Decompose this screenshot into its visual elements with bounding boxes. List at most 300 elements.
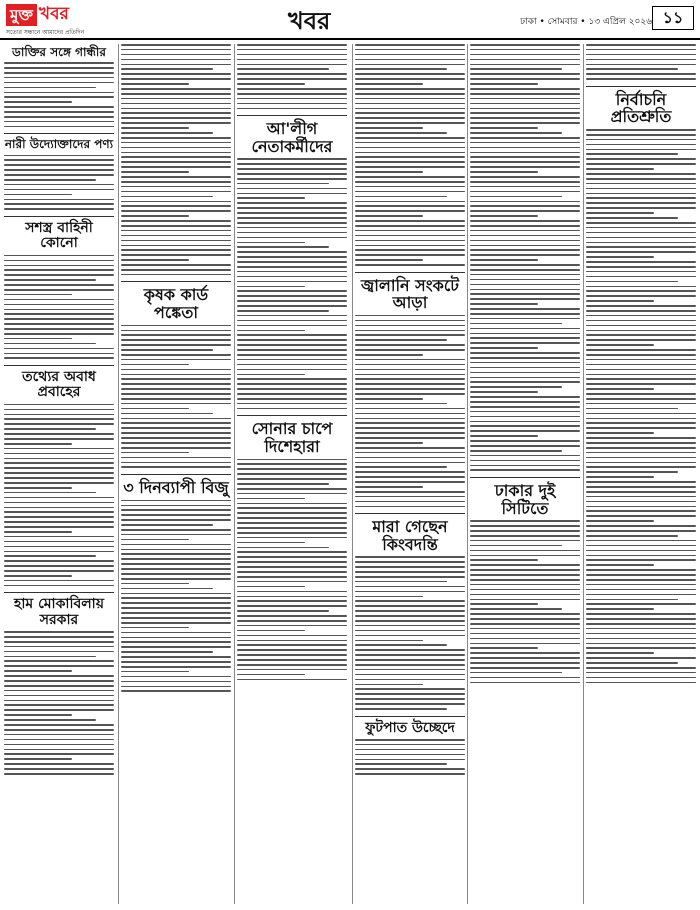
text-line (586, 447, 696, 449)
text-line (237, 547, 329, 549)
story-headline[interactable]: ডাক্তির সঙ্গে গান্ধীর (12, 45, 106, 59)
text-line (470, 362, 580, 364)
text-line (4, 507, 114, 509)
text-line (355, 591, 465, 593)
text-line (470, 469, 580, 471)
text-line (237, 73, 347, 75)
text-line (4, 773, 114, 775)
story-headline[interactable]: হাম মোকাবিলায় সরকার (14, 596, 104, 628)
text-line (470, 254, 580, 256)
text-line (4, 580, 114, 582)
text-line (121, 215, 189, 217)
text-line (586, 613, 696, 615)
story-divider (121, 281, 231, 282)
text-line (355, 122, 465, 124)
text-line (4, 333, 114, 335)
text-line (121, 462, 231, 464)
story-headline[interactable]: ঢাকার দুই সিটিতে (494, 481, 556, 518)
text-line (4, 208, 114, 210)
text-line (121, 274, 231, 276)
text-line (470, 289, 580, 291)
text-line (237, 408, 347, 410)
text-line (470, 445, 580, 447)
story-body-text (355, 556, 465, 709)
text-line (237, 197, 305, 199)
text-line (121, 68, 213, 70)
text-line (586, 354, 696, 356)
story-divider (4, 365, 114, 366)
text-line (470, 249, 580, 251)
story[interactable] (237, 115, 347, 409)
text-line (586, 486, 696, 488)
text-line (237, 483, 329, 485)
text-line (121, 602, 231, 604)
story[interactable] (4, 46, 114, 127)
text-line (355, 215, 423, 217)
text-line (121, 73, 231, 75)
text-line (586, 579, 696, 581)
story[interactable] (4, 133, 114, 210)
text-line (470, 559, 538, 561)
story-body-text (4, 631, 114, 774)
story-body-text (4, 62, 114, 127)
story[interactable] (470, 477, 580, 683)
text-line (586, 349, 696, 351)
text-line (121, 403, 231, 405)
story-headline[interactable]: ফুটপাত উচ্ছেদে (365, 719, 455, 736)
story-headline[interactable]: সশস্ত্র বাহিনী কোনো (25, 219, 93, 252)
story-headline[interactable]: আ'লীগ নেতাকর্মীদের (251, 119, 333, 156)
text-line (121, 330, 231, 332)
text-line (355, 132, 447, 134)
story[interactable] (4, 216, 114, 359)
text-line (470, 166, 580, 168)
story[interactable] (586, 86, 696, 683)
text-line (470, 377, 580, 379)
text-line (355, 744, 465, 746)
text-line (4, 72, 114, 74)
text-line (237, 605, 347, 607)
text-line (470, 386, 562, 388)
text-line (355, 615, 465, 617)
text-line (470, 240, 580, 242)
text-line (237, 227, 347, 229)
text-line (470, 196, 562, 198)
story[interactable] (355, 513, 465, 709)
text-line (4, 472, 114, 474)
text-line (237, 369, 347, 371)
text-line (237, 212, 347, 214)
story[interactable] (355, 272, 465, 508)
text-line (470, 545, 562, 547)
text-line (586, 173, 696, 175)
text-line (4, 739, 114, 741)
text-line (237, 217, 347, 219)
text-line (237, 98, 347, 100)
text-line (237, 68, 329, 70)
text-line (470, 574, 580, 576)
column-5 (470, 44, 580, 904)
text-line (586, 437, 696, 439)
text-line (470, 245, 580, 247)
story-divider (355, 272, 465, 273)
text-line (4, 636, 114, 638)
text-line (4, 184, 114, 186)
text-line (4, 541, 114, 543)
text-line (237, 679, 347, 681)
text-line (586, 276, 696, 278)
text-line (355, 566, 465, 568)
text-line (355, 413, 465, 415)
text-line (470, 78, 580, 80)
text-line (121, 191, 231, 193)
text-line (237, 374, 305, 376)
text-line (470, 530, 580, 532)
text-line (586, 545, 696, 547)
text-line (355, 369, 465, 371)
story-body-text (121, 325, 231, 468)
text-line (355, 156, 465, 158)
text-line (121, 612, 231, 614)
story-headline[interactable]: নারী উদ্যোক্তাদের পণ্য (4, 137, 114, 152)
text-line (470, 181, 580, 183)
text-line (355, 78, 465, 80)
text-line (121, 334, 231, 336)
text-line (4, 199, 114, 201)
column-1 (4, 44, 114, 904)
text-line (237, 644, 347, 646)
text-line (4, 709, 114, 711)
text-line (586, 481, 696, 483)
text-line (355, 383, 465, 385)
text-line (121, 597, 231, 599)
text-line (4, 695, 114, 697)
text-line (355, 330, 465, 332)
text-line (355, 117, 465, 119)
text-line (355, 491, 465, 493)
text-line (4, 458, 114, 460)
text-line (355, 181, 465, 183)
text-line (355, 235, 465, 237)
text-line (121, 607, 231, 609)
story-body-text (470, 520, 580, 683)
text-line (121, 544, 231, 546)
text-line (4, 179, 96, 181)
story-headline[interactable]: কৃষক কার্ড পঙ্কেতা (143, 285, 209, 323)
text-line (237, 59, 347, 61)
text-line (470, 298, 580, 300)
text-line (237, 103, 347, 105)
text-line (121, 686, 231, 688)
text-line (121, 500, 231, 502)
text-line (121, 259, 189, 261)
text-line (355, 581, 447, 583)
text-line (4, 560, 114, 562)
text-line (4, 353, 114, 355)
text-line (586, 320, 696, 322)
text-line (355, 393, 465, 395)
text-line (4, 729, 114, 731)
text-line (237, 498, 305, 500)
story-divider (355, 513, 465, 514)
text-line (121, 249, 231, 251)
text-line (470, 525, 580, 527)
text-line (586, 599, 678, 601)
text-line (121, 132, 213, 134)
text-line (4, 289, 114, 291)
text-line (4, 323, 114, 325)
text-line (4, 404, 114, 406)
text-line (121, 413, 213, 415)
text-line (470, 633, 580, 635)
text-line (586, 672, 696, 674)
text-line (586, 408, 678, 410)
text-line (121, 88, 231, 90)
text-line (121, 156, 231, 158)
text-line (4, 585, 114, 587)
text-line (586, 535, 678, 537)
text-line (121, 137, 231, 139)
text-line (355, 44, 465, 46)
text-line (355, 374, 465, 376)
text-line (470, 608, 562, 610)
text-line (121, 59, 231, 61)
column-2 (121, 44, 231, 904)
text-line (121, 553, 231, 555)
text-line (121, 418, 231, 420)
text-line (237, 330, 305, 332)
section-title: খবর (288, 7, 331, 35)
text-line (355, 486, 423, 488)
text-line (470, 88, 580, 90)
text-line (4, 526, 114, 528)
text-line (470, 672, 562, 674)
text-line (237, 78, 347, 80)
story[interactable] (121, 44, 231, 275)
text-line (237, 620, 347, 622)
text-line (586, 510, 696, 512)
story-headline[interactable]: নির্বাচনি প্রতিশ্রুতি (610, 89, 672, 127)
text-line (470, 191, 580, 193)
story[interactable] (586, 44, 696, 80)
text-line (355, 210, 465, 212)
text-line (4, 521, 114, 523)
text-line (586, 59, 696, 61)
story[interactable] (121, 281, 231, 468)
story[interactable] (4, 365, 114, 586)
text-line (4, 409, 114, 411)
story-headline[interactable]: সোনার চাপে দিশেহারা (251, 419, 333, 456)
column-6 (586, 44, 696, 904)
text-line (4, 260, 114, 262)
text-line (4, 758, 72, 760)
column-rule (118, 44, 119, 904)
text-line (355, 427, 465, 429)
story-divider (4, 133, 114, 134)
text-line (121, 245, 231, 247)
text-line (586, 334, 696, 336)
text-line (4, 338, 72, 340)
text-line (355, 679, 465, 681)
text-line (470, 171, 538, 173)
text-line (470, 117, 580, 119)
text-line (355, 703, 465, 705)
story-body-text (121, 500, 231, 692)
text-line (470, 264, 580, 266)
story-divider (4, 592, 114, 593)
text-line (237, 266, 347, 268)
text-line (4, 423, 114, 425)
story-headline[interactable]: ৩ দিনব্যাপী বিজু (123, 478, 229, 498)
text-line (4, 82, 114, 84)
text-line (4, 734, 114, 736)
text-line (586, 550, 696, 552)
text-line (237, 178, 347, 180)
text-line (121, 661, 231, 663)
text-line (355, 249, 465, 251)
text-line (586, 432, 654, 434)
text-line (586, 129, 696, 131)
text-line (121, 205, 231, 207)
text-line (470, 210, 580, 212)
text-line (586, 242, 696, 244)
story-divider (470, 477, 580, 478)
text-line (470, 274, 580, 276)
text-line (355, 754, 465, 756)
text-line (121, 641, 231, 643)
text-line (4, 749, 114, 751)
text-line (586, 202, 696, 204)
text-line (355, 442, 423, 444)
text-line (470, 137, 580, 139)
text-line (121, 359, 231, 361)
text-line (470, 416, 580, 418)
text-line (586, 369, 696, 371)
column-rule (352, 44, 353, 904)
text-line (355, 501, 465, 503)
text-line (470, 465, 580, 467)
text-line (121, 112, 231, 114)
text-line (237, 334, 347, 336)
text-line (121, 44, 231, 46)
story-divider (237, 415, 347, 416)
text-line (586, 207, 696, 209)
text-line (121, 161, 231, 163)
text-line (355, 556, 465, 558)
text-line (355, 142, 465, 144)
text-line (355, 763, 447, 765)
text-line (121, 627, 189, 629)
text-line (237, 463, 347, 465)
text-line (355, 669, 465, 671)
text-line (121, 539, 189, 541)
text-line (4, 651, 114, 653)
text-line (470, 425, 580, 427)
text-line (237, 654, 347, 656)
text-line (237, 88, 347, 90)
text-line (586, 457, 696, 459)
text-line (121, 117, 231, 119)
story-headline[interactable]: জ্বালানি সংকটে আড়া (361, 275, 459, 313)
text-line (4, 462, 114, 464)
text-line (470, 44, 580, 46)
text-line (121, 186, 231, 188)
story[interactable] (355, 44, 465, 266)
story-headline[interactable]: মারা গেছেন কিংবদন্তি (372, 517, 448, 554)
text-line (4, 418, 114, 420)
text-line (355, 605, 465, 607)
text-line (586, 462, 696, 464)
story[interactable] (237, 44, 347, 109)
story-body-text (4, 404, 114, 587)
story[interactable] (237, 415, 347, 680)
text-line (355, 625, 465, 627)
text-line (4, 516, 114, 518)
text-line (355, 83, 423, 85)
text-line (121, 49, 231, 51)
text-line (470, 579, 580, 581)
text-line (237, 517, 347, 519)
text-line (470, 411, 580, 413)
text-line (586, 667, 696, 669)
text-line (355, 749, 465, 751)
text-line (237, 271, 347, 273)
text-line (470, 313, 580, 315)
text-line (586, 628, 696, 630)
text-line (586, 364, 696, 366)
story[interactable] (355, 716, 465, 775)
text-line (237, 310, 329, 312)
text-line (586, 584, 696, 586)
newspaper-logo[interactable] (6, 4, 69, 26)
story-headline[interactable]: তথ্যের অবাধ প্রবাহের (22, 369, 96, 401)
text-line (355, 422, 465, 424)
text-line (586, 452, 696, 454)
column-rule (583, 44, 584, 904)
text-line (355, 476, 465, 478)
story[interactable] (121, 474, 231, 692)
text-line (355, 739, 465, 741)
text-line (355, 64, 465, 66)
text-line (586, 374, 696, 376)
text-line (470, 68, 562, 70)
text-line (121, 671, 189, 673)
text-line (121, 422, 231, 424)
text-line (237, 674, 305, 676)
text-line (237, 64, 347, 66)
text-line (4, 189, 114, 191)
text-line (355, 759, 465, 761)
text-line (470, 460, 580, 462)
text-line (470, 73, 580, 75)
text-line (355, 334, 465, 336)
text-line (355, 649, 465, 651)
text-line (586, 589, 696, 591)
text-line (121, 176, 231, 178)
story[interactable] (470, 44, 580, 471)
text-line (355, 698, 465, 700)
text-line (355, 103, 465, 105)
text-line (470, 347, 538, 349)
text-line (586, 442, 696, 444)
text-line (4, 704, 114, 706)
text-line (237, 237, 347, 239)
text-line (586, 330, 696, 332)
text-line (355, 644, 447, 646)
story[interactable] (4, 592, 114, 774)
text-line (4, 714, 72, 716)
text-line (470, 161, 580, 163)
